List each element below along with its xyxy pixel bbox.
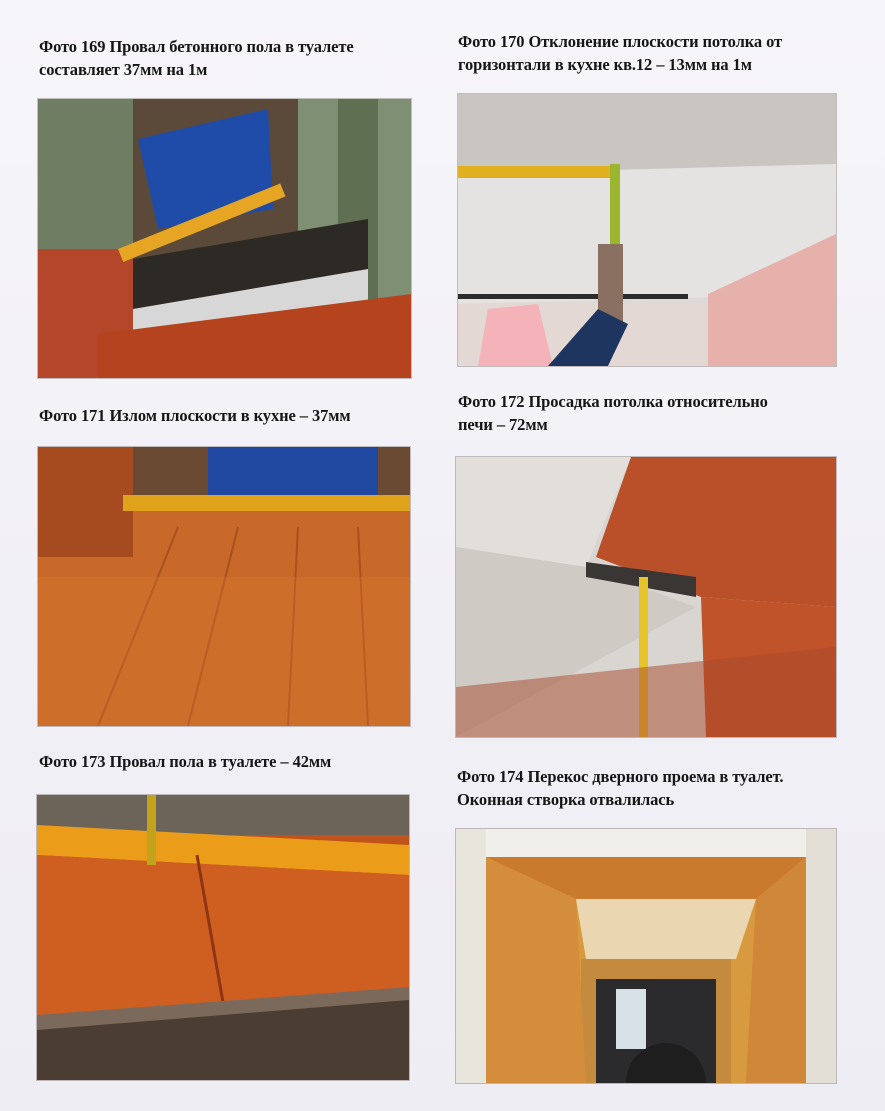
photo-169-caption: Фото 169 Провал бетонного пола в туалете составляет 37мм на 1м xyxy=(39,37,354,79)
photo-174-door-frame-toilet xyxy=(456,829,836,1083)
photo-171-caption: Фото 171 Излом плоскости в кухне – 37мм xyxy=(39,406,351,425)
photo-172-ceiling-sag-near-stove xyxy=(456,457,836,737)
photo-169-concrete-floor-toilet xyxy=(38,99,411,378)
photo-173-caption: Фото 173 Провал пола в туалете – 42мм xyxy=(39,752,332,771)
photo-170-caption: Фото 170 Отклонение плоскости потолка от горизонтали в кухне кв.12 – 13мм на 1м xyxy=(458,32,783,74)
photo-173-toilet-floor xyxy=(37,795,409,1080)
photo-171-kitchen-floor xyxy=(38,447,410,726)
photo-172-caption: Фото 172 Просадка потолка относительно печи – 72мм xyxy=(458,392,768,434)
photo-170-kitchen-ceiling xyxy=(458,94,836,366)
photo-174-caption: Фото 174 Перекос дверного проема в туалет. Оконная створка отвалилась xyxy=(457,767,784,809)
